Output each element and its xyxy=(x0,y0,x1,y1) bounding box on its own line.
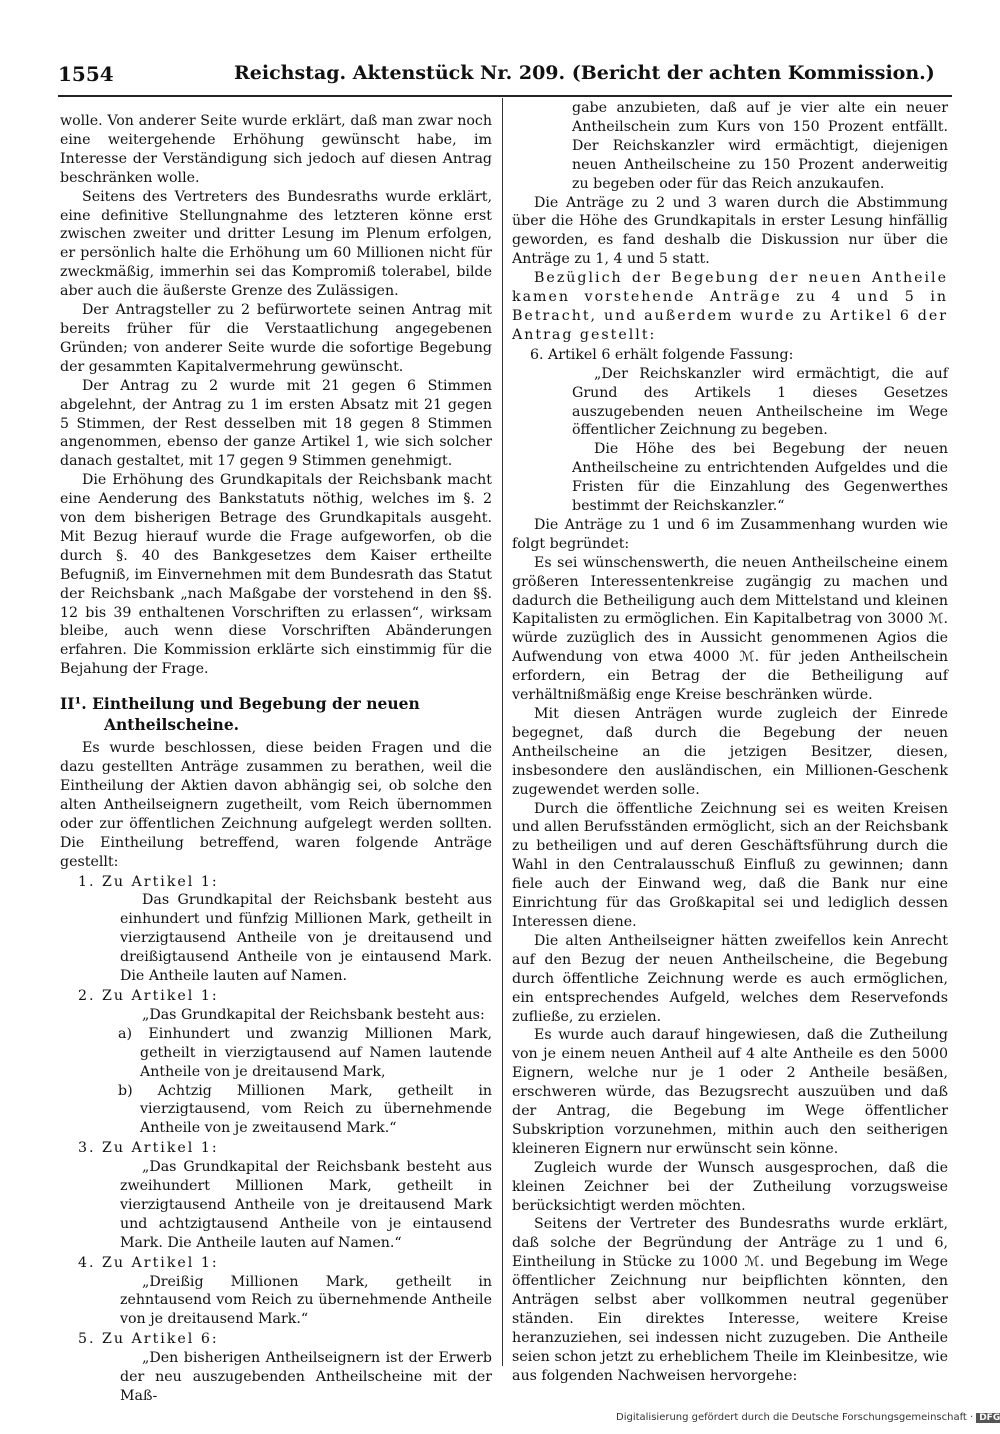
paragraph: Es sei wünschenswerth, die neuen Antheilscheine einem größeren Interessentenkreise zugängig zu machen und dadurch die Betheiligung auch dem Mittelstand und kleinen Kapitalisten zu ermöglichen. Ein Kapitalbetrag von 3000 ℳ. würde zuzüglich des in Aussicht genommenen Agios die Aufwendung von etwa 4000 ℳ. für jeden Antheilschein erfordern, ein Betrag der die Betheiligung auf verhältnißmäßig enge Kreise beschränken würde. xyxy=(512,554,948,704)
paragraph: Es wurde beschlossen, diese beiden Fragen und die dazu gestellten Anträge zusammen zu berathen, weil die Eintheilung der Aktien davon abhängig sei, ob solche den alten Antheilseignern zugetheilt, vom Reich übernommen oder zur öffentlichen Zeichnung aufgelegt werden sollten. Die Eintheilung betreffend, waren folgende Anträge gestellt: xyxy=(60,740,492,870)
column-divider xyxy=(502,98,503,1366)
dfg-logo: DFG xyxy=(976,1413,1000,1423)
motion-item xyxy=(60,1139,492,1252)
paragraph: Seitens des Vertreters des Bundesraths wurde erklärt, eine definitive Stellungnahme des letzteren könne erst zwischen zweiter und dritter Lesung im Plenum erfolgen, er persönlich halte die Erhöhung um 60 Millionen nicht für zweckmäßig, immerhin sei das Kompromiß tolerabel, bilde aber auch die äußerste Grenze des Zulässigen. xyxy=(60,188,492,300)
motion-number: 2. Zu Artikel 1: xyxy=(78,987,219,1004)
motion-text: „Dreißig Millionen Mark, getheilt in zehntausend vom Reich zu übernehmende Antheile von je dreitausend Mark.“ xyxy=(120,1273,492,1328)
motion-item xyxy=(60,987,492,1138)
digitization-credit xyxy=(616,1412,1000,1428)
motion-text: Das Grundkapital der Reichsbank besteht aus einhundert und fünfzig Millionen Mark, getheilt in vierzigtausend Antheile von je dreitausend und dreißigtausend Antheile von je eintausend Mark. Die Antheile lauten auf Namen. xyxy=(120,892,492,985)
motion-number: 1. Zu Artikel 1: xyxy=(78,873,219,890)
paragraph: Mit diesen Anträgen wurde zugleich der Einrede begegnet, daß durch die Begebung der neuen Antheilscheine an die jetzigen Besitzer, diesen, insbesondere den ausländischen, ein Millionen-Geschenk zugewendet werden solle. xyxy=(512,706,948,798)
motion-subitem: a) Einhundert und zwanzig Millionen Mark, getheilt in vierzigtausend auf Namen lautende Antheile von je dreitausend Mark, xyxy=(118,1025,492,1080)
paragraph: gabe anzubieten, daß auf je vier alte ein neuer Antheilschein zum Kurs von 150 Prozent entfällt. Der Reichskanzler wird ermächtigt, diejenigen neuen Antheilscheine zu 150 Prozent anderweitig zu begeben oder für das Reich anzukaufen. xyxy=(572,100,948,192)
motion-number: 4. Zu Artikel 1: xyxy=(78,1254,219,1271)
paragraph: Die alten Antheilseigner hätten zweifellos kein Anrecht auf den Bezug der neuen Antheilscheine, die Begebung durch öffentliche Zeichnung werde es auch ermöglichen, ein entsprechendes Aufgeld, welches dem Reservefonds zufließe, zu erzielen. xyxy=(512,932,948,1025)
motion-item xyxy=(512,346,948,516)
motion-text: Die Höhe des bei Begebung der neuen Antheilscheine zu entrichtenden Aufgeldes und die Fristen für die Einzahlung des Gegenwerthes bestimmt der Reichskanzler.“ xyxy=(572,441,948,515)
motion-item xyxy=(60,1254,492,1330)
motion-subitem: b) Achtzig Millionen Mark, getheilt in vierzigtausend, vom Reich zu übernehmende Antheile von je zweitausend Mark.“ xyxy=(118,1082,492,1137)
running-title: Reichstag. Aktenstück Nr. 209. (Bericht der achten Kommission.) xyxy=(234,62,935,84)
page-header xyxy=(58,60,948,92)
motion-text: „Der Reichskanzler wird ermächtigt, die auf Grund des Artikels 1 dieses Gesetzes auszugebenden neuen Antheilscheine im Wege öffentlicher Zeichnung zu begeben. xyxy=(572,365,948,439)
motion-item xyxy=(60,873,492,986)
paragraph: Durch die öffentliche Zeichnung sei es weiten Kreisen und allen Berufsständen ermöglicht, sich an der Reichsbank zu betheiligen und auf deren Geschäftsführung durch die Wahl in den Centralausschuß Einfluß zu gewinnen; dann fiele auch der Einwand weg, daß die Bank nur eine Einrichtung für das Großkapital sei und lediglich dessen Interessen diene. xyxy=(512,800,948,930)
left-column xyxy=(60,112,492,1406)
motion-number: 5. Zu Artikel 6: xyxy=(78,1331,219,1348)
motion-text: „Das Grundkapital der Reichsbank besteht aus: xyxy=(142,1006,485,1023)
credit-text: Digitalisierung gefördert durch die Deutsche Forschungsgemeinschaft · xyxy=(616,1412,974,1423)
motion-item xyxy=(60,1330,492,1406)
paragraph: Die Anträge zu 1 und 6 im Zusammenhang wurden wie folgt begründet: xyxy=(512,516,948,552)
paragraph: Seitens der Vertreter des Bundesraths wurde erklärt, daß solche der Begründung der Anträge zu 1 und 6, Eintheilung in Stücke zu 1000 ℳ. und Begebung im Wege öffentlicher Zeichnung nur beipflichten könnten, den Anträgen selbst aber vollkommen neutral gegenüber ständen. Ein direktes Interesse, weitere Kreise heranzuziehen, sei indessen nicht zuzugeben. Die Antheile seien schon jetzt zu erheblichem Theile im Kleinbesitze, wie aus folgenden Nachweisen hervorgehe: xyxy=(512,1216,948,1384)
paragraph: Die Erhöhung des Grundkapitals der Reichsbank macht eine Aenderung des Bankstatuts nöthig, welches im §. 2 von dem bisherigen Betrage des Grundkapitals ausgeht. Mit Bezug hierauf wurde die Frage aufgeworfen, ob die durch §. 40 des Bankgesetzes dem Kaiser ertheilte Befugniß, im Einvernehmen mit dem Bundesrath das Statut der Reichsbank „nach Maßgabe der vorstehend in den §§. 12 bis 39 enthaltenen Vorschriften zu erlassen“, wirksam bleibe, auch wenn diese Vorschriften Abänderungen erfahren. Die Kommission erklärte sich einstimmig für die Bejahung der Frage. xyxy=(60,472,492,678)
motion-text: „Den bisherigen Antheilseignern ist der Erwerb der neu auszugebenden Antheilscheine mit der Maß- xyxy=(120,1350,492,1404)
paragraph: Der Antrag zu 2 wurde mit 21 gegen 6 Stimmen abgelehnt, der Antrag zu 1 im ersten Absatz mit 21 gegen 5 Stimmen, der Rest desselben mit 18 gegen 8 Stimmen angenommen, ebenso der ganze Artikel 1, wie sich solcher danach gestaltet, mit 17 gegen 9 Stimmen genehmigt. xyxy=(60,377,492,470)
motion-text: „Das Grundkapital der Reichsbank besteht aus zweihundert Millionen Mark, getheilt in vierzigtausend Antheile von je dreitausend Mark und achtzigtausend Antheile von je eintausend Mark. Die Antheile lauten auf Namen.“ xyxy=(120,1159,492,1251)
header-rule xyxy=(58,95,952,97)
paragraph: Bezüglich der Begebung der neuen Antheile kamen vorstehende Anträge zu 4 und 5 in Betracht, und außerdem wurde zu Artikel 6 der Antrag gestellt: xyxy=(512,270,948,343)
paragraph: Der Antragsteller zu 2 befürwortete seinen Antrag mit bereits früher für die Verstaatlichung angegebenen Gründen; von anderer Seite wurde die sofortige Begebung der gesammten Kapitalvermehrung gewünscht. xyxy=(60,302,492,375)
paragraph: Zugleich wurde der Wunsch ausgesprochen, daß die kleinen Zeichner bei der Zutheilung vorzugsweise berücksichtigt werden möchten. xyxy=(512,1159,948,1214)
paragraph: Es wurde auch darauf hingewiesen, daß die Zutheilung von je einem neuen Antheil auf 4 alte Antheile es den 5000 Eignern, welche nur je 1 oder 2 Antheile besäßen, erschweren würde, das Bezugsrecht auszuüben und daß der Antrag, die Begebung im Wege öffentlicher Subskription vorzunehmen, mithin auch den seitherigen kleineren Eignern nur erwünscht sein könne. xyxy=(512,1027,948,1157)
section-heading: II¹. Eintheilung und Begebung der neuen Antheilscheine. xyxy=(60,694,420,735)
paragraph: wolle. Von anderer Seite wurde erklärt, daß man zwar noch eine weitergehende Erhöhung gewünscht habe, im Interesse der Verständigung sich jedoch auf diesen Antrag beschränken wolle. xyxy=(60,113,492,186)
motion-number: 6. Artikel 6 erhält folgende Fassung: xyxy=(530,346,794,363)
paragraph: Die Anträge zu 2 und 3 waren durch die Abstimmung über die Höhe des Grundkapitals in erster Lesung hinfällig geworden, es fand deshalb die Diskussion nur über die Anträge zu 1, 4 und 5 statt. xyxy=(512,194,948,268)
page-number: 1554 xyxy=(58,62,114,86)
right-column xyxy=(512,99,948,1386)
motion-number: 3. Zu Artikel 1: xyxy=(78,1140,219,1157)
